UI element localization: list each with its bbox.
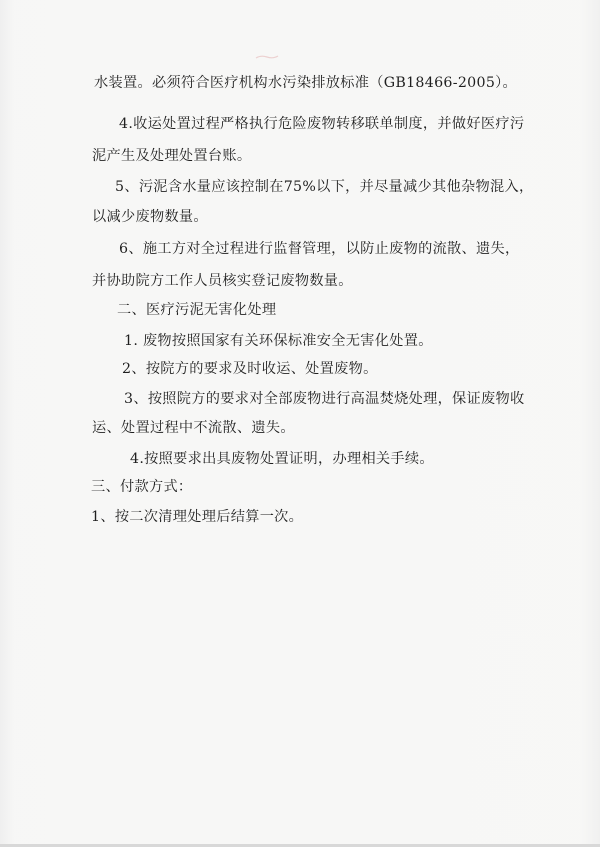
text-line: 并协助院方工作人员核实登记废物数量。 xyxy=(92,273,353,289)
text-line: 4.按照要求出具废物处置证明，办理相关手续。 xyxy=(130,451,434,467)
text-line: 5、污泥含水量应该控制在75%以下，并尽量减少其他杂物混入， xyxy=(115,179,534,195)
section-heading: 二、医疗污泥无害化处理 xyxy=(117,302,277,318)
text-line: 1、按二次清理处理后结算一次。 xyxy=(91,509,304,525)
text-line: 水装置。必须符合医疗机构水污染排放标准（GB18466-2005）。 xyxy=(94,75,518,91)
text-line: 6、施工方对全过程进行监督管理，以防止废物的流散、遗失， xyxy=(119,241,520,257)
text-line: 3、按照院方的要求对全部废物进行高温焚烧处理，保证废物收 xyxy=(124,391,525,407)
text-line: 泥产生及处理处置台账。 xyxy=(92,148,252,164)
section-heading: 三、付款方式： xyxy=(91,479,193,495)
text-line: 以减少废物数量。 xyxy=(92,209,208,225)
text-line: 运、处置过程中不流散、遗失。 xyxy=(92,420,295,436)
text-line: 1. 废物按照国家有关环保标准安全无害化处置。 xyxy=(124,333,433,349)
text-line: 2、按院方的要求及时收运、处置废物。 xyxy=(122,361,378,377)
text-line: 4.收运处置过程严格执行危险废物转移联单制度，并做好医疗污 xyxy=(119,116,525,132)
stamp-trace-icon xyxy=(255,54,279,60)
